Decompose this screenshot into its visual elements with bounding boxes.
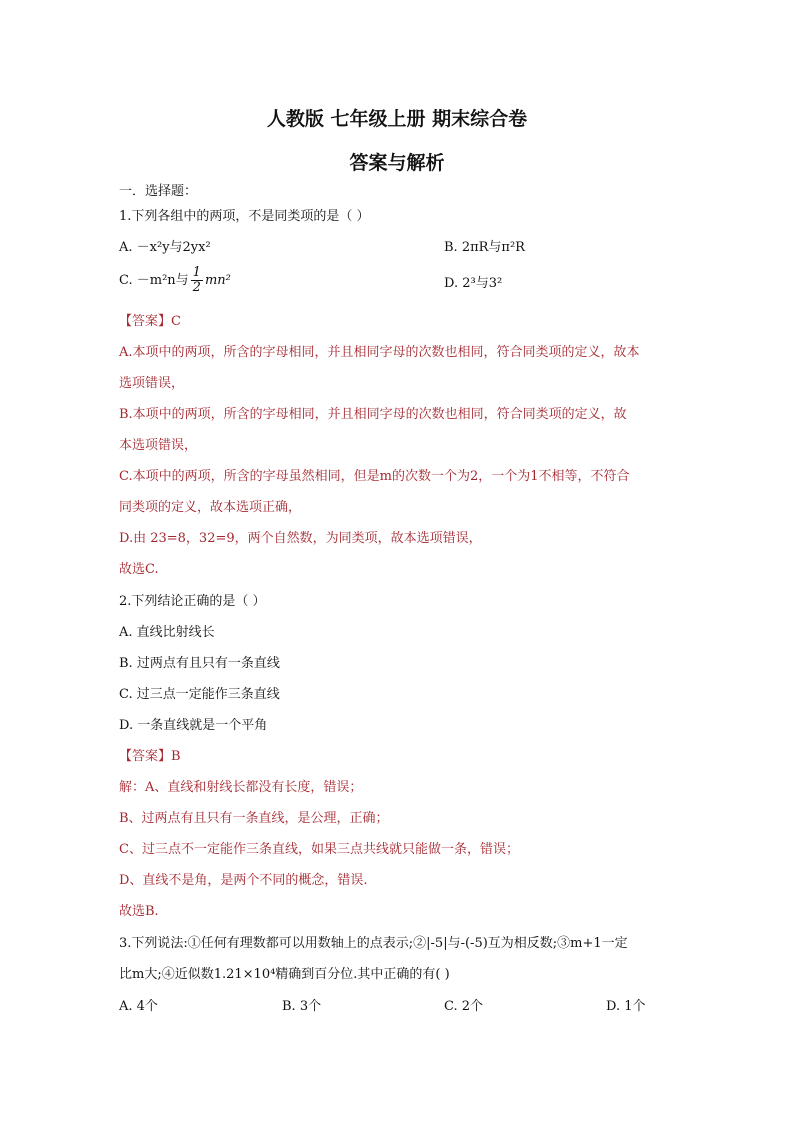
q2-option-a: A. 直线比射线长: [119, 625, 215, 640]
q3-stem-line1: 3.下列说法:①任何有理数都可以用数轴上的点表示;②|-5|与-(-5)互为相反数;③m+1一定: [119, 936, 628, 951]
q1-conclusion: 故选C.: [119, 562, 159, 577]
q1-option-d: D. 2³与3²: [444, 276, 503, 291]
q1-explanation-line: D.由 23=8，32=9，两个自然数，为同类项，故本选项错误，: [119, 531, 482, 546]
q3-option-c: C. 2个: [444, 999, 484, 1014]
q3-stem-line2: 比m大;④近似数1.21×10⁴精确到百分位.其中正确的有( ): [119, 967, 450, 982]
q2-conclusion: 故选B.: [119, 904, 159, 919]
page-title: 人教版 七年级上册 期末综合卷: [266, 108, 528, 130]
q1-explanation-line: 本选项错误，: [119, 438, 198, 453]
q3-option-b: B. 3个: [282, 999, 322, 1014]
q1-answer: 【答案】C: [119, 314, 181, 329]
q2-stem: 2.下列结论正确的是（ ）: [119, 594, 266, 609]
section-heading: 一．选择题：: [119, 184, 198, 199]
q2-option-b: B. 过两点有且只有一条直线: [119, 656, 280, 671]
q3-option-a: A. 4个: [119, 999, 158, 1014]
q2-answer: 【答案】B: [119, 749, 181, 764]
q1-option-c-prefix: C. －m²n与: [119, 273, 189, 288]
fraction-denominator: 2: [192, 280, 201, 295]
q2-explanation-line: B、过两点有且只有一条直线，是公理，正确；: [119, 811, 389, 826]
q1-explanation-line: C.本项中的两项，所含的字母虽然相同，但是m的次数一个为2，一个为1不相等，不符合: [119, 469, 630, 484]
q1-option-c: [119, 266, 231, 295]
q1-explanation-line: 选项错误，: [119, 376, 185, 391]
q1-option-a: A. －x²y与2yx²: [119, 240, 211, 255]
q2-option-d: D. 一条直线就是一个平角: [119, 718, 268, 733]
q1-explanation-line: 同类项的定义，故本选项正确，: [119, 500, 302, 515]
q1-explanation-line: B.本项中的两项，所含的字母相同，并且相同字母的次数也相同，符合同类项的定义，故: [119, 407, 627, 422]
page-subtitle: 答案与解析: [349, 152, 445, 174]
q2-option-c: C. 过三点一定能作三条直线: [119, 687, 280, 702]
q2-explanation-line: D、直线不是角，是两个不同的概念，错误.: [119, 873, 368, 888]
q1-option-c-fraction: [191, 266, 203, 295]
fraction-numerator: 1: [192, 265, 201, 280]
q1-option-b: B. 2πR与π²R: [444, 240, 525, 255]
q1-explanation-line: A.本项中的两项，所含的字母相同，并且相同字母的次数也相同，符合同类项的定义，故本: [119, 345, 640, 360]
q2-explanation-line: C、过三点不一定能作三条直线，如果三点共线就只能做一条，错误；: [119, 842, 519, 857]
q3-option-d: D. 1个: [606, 999, 646, 1014]
q2-explanation-line: 解：A、直线和射线长都没有长度，错误；: [119, 780, 363, 795]
q1-stem: 1.下列各组中的两项，不是同类项的是（ ）: [119, 209, 370, 224]
q1-option-c-suffix: mn²: [204, 273, 231, 288]
